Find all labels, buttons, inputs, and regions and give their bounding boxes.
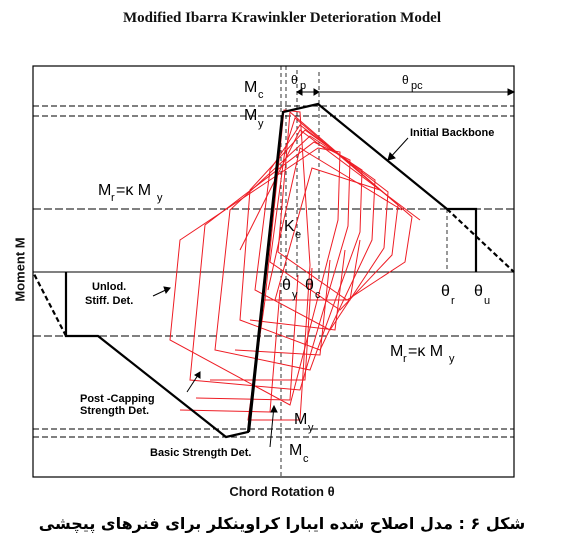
label-theta-u [474, 283, 490, 307]
initial-backbone-positive [249, 104, 476, 432]
label-mr-bot [390, 343, 455, 365]
label-theta-y [282, 277, 298, 301]
y-axis-label: Moment M [12, 237, 28, 302]
svg-text:M: M [390, 343, 404, 360]
label-my-top [244, 107, 264, 130]
backbone-curve [33, 104, 514, 437]
label-theta-p [291, 73, 306, 92]
svg-text:c: c [315, 289, 321, 301]
top-dimension-arrows [297, 89, 514, 95]
label-mr-top [98, 182, 163, 204]
svg-text:θ: θ [305, 277, 314, 294]
svg-text:y: y [308, 422, 314, 434]
hysteresis-path [180, 290, 280, 412]
svg-text:θ: θ [402, 73, 409, 87]
svg-text:y: y [258, 118, 264, 130]
svg-text:M: M [98, 182, 112, 199]
svg-text:r: r [111, 192, 115, 204]
label-theta-pc [402, 73, 423, 92]
svg-text:M: M [244, 79, 258, 96]
svg-text:θ: θ [474, 283, 483, 300]
svg-text:θ: θ [291, 73, 298, 87]
svg-text:M: M [244, 107, 258, 124]
svg-text:y: y [157, 192, 163, 204]
svg-text:θ: θ [441, 283, 450, 300]
svg-text:M: M [294, 411, 308, 428]
svg-text:p: p [300, 80, 307, 92]
svg-text:y: y [292, 289, 298, 301]
svg-text:=κ M: =κ M [116, 182, 152, 199]
svg-text:r: r [451, 295, 455, 307]
svg-text:e: e [295, 229, 302, 241]
label-basic-strength: Basic Strength Det. [150, 447, 252, 459]
label-mc-top [244, 79, 264, 101]
label-initial-backbone: Initial Backbone [410, 127, 495, 139]
label-post-capping-2: Strength Det. [80, 405, 150, 417]
figure-caption: شکل ۶ : مدل اصلاح شده ایبارا کراوینکلر برای فنرهای پیچشی [38, 514, 526, 533]
label-unload-1: Unlod. [92, 281, 127, 293]
svg-text:r: r [403, 353, 407, 365]
svg-text:K: K [284, 218, 295, 235]
label-mc-bot [289, 442, 309, 465]
svg-text:pc: pc [411, 80, 423, 92]
svg-text:c: c [258, 89, 264, 101]
negative-extension [33, 272, 66, 336]
svg-text:y: y [449, 353, 455, 365]
x-axis-label: Chord Rotation θ [229, 484, 335, 499]
svg-text:c: c [303, 453, 309, 465]
label-unload-2: Stiff. Det. [85, 295, 134, 307]
label-post-capping-1: Post -Capping [80, 393, 155, 405]
svg-text:M: M [289, 442, 303, 459]
figure-title: Modified Ibarra Krawinkler Deterioration Model [122, 10, 441, 26]
svg-text:θ: θ [282, 277, 291, 294]
initial-backbone-extension [447, 209, 514, 272]
initial-backbone-negative [66, 116, 282, 437]
svg-text:u: u [484, 295, 491, 307]
label-theta-r [441, 283, 455, 307]
svg-text:=κ M: =κ M [408, 343, 444, 360]
label-my-bot [294, 411, 314, 434]
